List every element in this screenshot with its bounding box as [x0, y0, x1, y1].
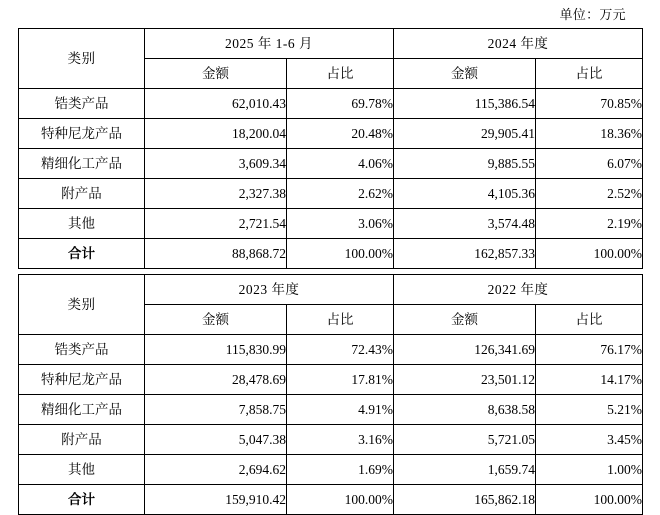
header-category: 类别 — [19, 29, 145, 89]
total-label: 合计 — [19, 239, 145, 269]
row-ratio-right: 70.85% — [536, 89, 643, 119]
row-category: 附产品 — [19, 425, 145, 455]
total-ratio-left: 100.00% — [287, 485, 394, 515]
financial-table-second — [18, 274, 643, 515]
row-ratio-right: 6.07% — [536, 149, 643, 179]
header-amount-right: 金额 — [394, 305, 536, 335]
header-ratio-left: 占比 — [287, 305, 394, 335]
row-amount-left: 18,200.04 — [145, 119, 287, 149]
row-amount-left: 5,047.38 — [145, 425, 287, 455]
row-ratio-left: 4.06% — [287, 149, 394, 179]
row-category: 特种尼龙产品 — [19, 119, 145, 149]
row-ratio-right: 5.21% — [536, 395, 643, 425]
row-category: 精细化工产品 — [19, 149, 145, 179]
row-ratio-left: 3.06% — [287, 209, 394, 239]
row-ratio-left: 17.81% — [287, 365, 394, 395]
total-amount-right: 162,857.33 — [394, 239, 536, 269]
row-amount-right: 8,638.58 — [394, 395, 536, 425]
row-category: 精细化工产品 — [19, 395, 145, 425]
header-amount-right: 金额 — [394, 59, 536, 89]
total-ratio-left: 100.00% — [287, 239, 394, 269]
header-period-left: 2025 年 1-6 月 — [145, 29, 394, 59]
table-header-row — [19, 275, 643, 305]
total-label: 合计 — [19, 485, 145, 515]
header-ratio-right: 占比 — [536, 305, 643, 335]
row-amount-right: 3,574.48 — [394, 209, 536, 239]
row-ratio-right: 3.45% — [536, 425, 643, 455]
row-ratio-right: 14.17% — [536, 365, 643, 395]
table-row — [19, 149, 643, 179]
row-category: 锆类产品 — [19, 89, 145, 119]
row-ratio-right: 2.19% — [536, 209, 643, 239]
header-period-left: 2023 年度 — [145, 275, 394, 305]
row-ratio-left: 72.43% — [287, 335, 394, 365]
row-ratio-right: 76.17% — [536, 335, 643, 365]
row-amount-left: 115,830.99 — [145, 335, 287, 365]
total-amount-right: 165,862.18 — [394, 485, 536, 515]
row-ratio-left: 69.78% — [287, 89, 394, 119]
row-ratio-left: 4.91% — [287, 395, 394, 425]
row-amount-left: 62,010.43 — [145, 89, 287, 119]
row-amount-right: 23,501.12 — [394, 365, 536, 395]
header-amount-left: 金额 — [145, 59, 287, 89]
row-ratio-left: 1.69% — [287, 455, 394, 485]
row-ratio-right: 1.00% — [536, 455, 643, 485]
row-amount-right: 126,341.69 — [394, 335, 536, 365]
row-category: 附产品 — [19, 179, 145, 209]
header-ratio-right: 占比 — [536, 59, 643, 89]
table-total-row — [19, 485, 643, 515]
row-amount-left: 3,609.34 — [145, 149, 287, 179]
row-amount-right: 5,721.05 — [394, 425, 536, 455]
row-ratio-left: 20.48% — [287, 119, 394, 149]
row-category: 特种尼龙产品 — [19, 365, 145, 395]
row-amount-left: 2,694.62 — [145, 455, 287, 485]
unit-note: 单位：万元 — [559, 7, 626, 22]
row-ratio-right: 18.36% — [536, 119, 643, 149]
table-row — [19, 455, 643, 485]
table-total-row — [19, 239, 643, 269]
total-ratio-right: 100.00% — [536, 485, 643, 515]
table-row — [19, 119, 643, 149]
row-amount-left: 2,327.38 — [145, 179, 287, 209]
table-row — [19, 365, 643, 395]
table-row — [19, 89, 643, 119]
total-amount-left: 88,868.72 — [145, 239, 287, 269]
table-row — [19, 425, 643, 455]
row-amount-left: 7,858.75 — [145, 395, 287, 425]
table-row — [19, 209, 643, 239]
table-row — [19, 335, 643, 365]
header-amount-left: 金额 — [145, 305, 287, 335]
row-amount-left: 2,721.54 — [145, 209, 287, 239]
header-category: 类别 — [19, 275, 145, 335]
header-ratio-left: 占比 — [287, 59, 394, 89]
row-ratio-left: 3.16% — [287, 425, 394, 455]
total-amount-left: 159,910.42 — [145, 485, 287, 515]
total-ratio-right: 100.00% — [536, 239, 643, 269]
row-category: 锆类产品 — [19, 335, 145, 365]
row-amount-right: 115,386.54 — [394, 89, 536, 119]
row-amount-right: 9,885.55 — [394, 149, 536, 179]
header-period-right: 2022 年度 — [394, 275, 643, 305]
row-amount-right: 29,905.41 — [394, 119, 536, 149]
financial-table-first — [18, 28, 643, 269]
table-header-row — [19, 29, 643, 59]
row-category: 其他 — [19, 455, 145, 485]
header-period-right: 2024 年度 — [394, 29, 643, 59]
row-ratio-right: 2.52% — [536, 179, 643, 209]
row-ratio-left: 2.62% — [287, 179, 394, 209]
row-amount-right: 1,659.74 — [394, 455, 536, 485]
table-row — [19, 179, 643, 209]
row-amount-right: 4,105.36 — [394, 179, 536, 209]
row-amount-left: 28,478.69 — [145, 365, 287, 395]
row-category: 其他 — [19, 209, 145, 239]
table-row — [19, 395, 643, 425]
